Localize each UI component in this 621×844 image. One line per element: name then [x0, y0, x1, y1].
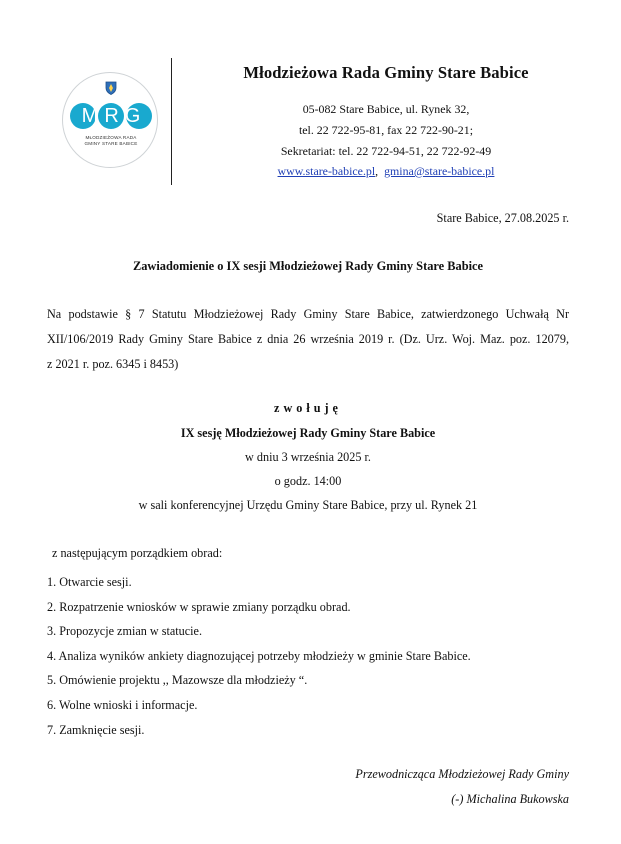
- document-date: Stare Babice, 27.08.2025 r.: [436, 211, 569, 225]
- phone-line: tel. 22 722-95-81, fax 22 722-90-21;: [298, 123, 474, 137]
- agenda-item: 1. Otwarcie sesji.: [47, 575, 132, 589]
- coat-of-arms-icon: [105, 81, 117, 95]
- signature-name: (-) Michalina Bukowska: [451, 792, 569, 806]
- session-title: IX sesję Młodzieżowej Rady Gminy Stare Babice: [180, 426, 436, 440]
- mrg-logo: [62, 72, 158, 168]
- organization-name: Młodzieżowa Rada Gminy Stare Babice: [243, 63, 529, 82]
- legal-basis-paragraph: [47, 302, 569, 377]
- link-separator: ,: [375, 164, 379, 178]
- agenda-item: 2. Rozpatrzenie wniosków w sprawie zmiany porządku obrad.: [47, 599, 351, 614]
- paragraph-line: XII/106/2019 Rady Gminy Stare Babice z dnia 26 września 2019 r. (Dz. Urz. Woj. Maz. poz. 12079,: [47, 332, 569, 346]
- secretariat-line: Sekretariat: tel. 22 722-94-51, 22 722-92-49: [280, 144, 492, 158]
- session-time: o godz. 14:00: [274, 474, 342, 488]
- website-link[interactable]: www.stare-babice.pl: [277, 164, 376, 178]
- address-line: 05-082 Stare Babice, ul. Rynek 32,: [302, 102, 470, 116]
- logo-letters: MRG: [81, 105, 147, 127]
- paragraph-line: z 2021 r. poz. 6345 i 8453): [47, 357, 179, 371]
- document-subject: Zawiadomienie o IX sesji Młodzieżowej Rady Gminy Stare Babice: [132, 259, 484, 273]
- contact-links: [172, 163, 600, 179]
- convene-word: zwołuję: [274, 401, 342, 415]
- session-date: w dniu 3 września 2025 r.: [245, 450, 371, 464]
- session-place: w sali konferencyjnej Urzędu Gminy Stare Babice, przy ul. Rynek 21: [138, 498, 478, 512]
- logo-subtitle-1: MŁODZIEŻOWA RADA: [85, 135, 137, 140]
- agenda-item: 3. Propozycje zmian w statucie.: [47, 624, 203, 639]
- agenda-list: [47, 570, 471, 742]
- paragraph-line: Na podstawie § 7 Statutu Młodzieżowej Rady Gminy Stare Babice, zatwierdzonego Uchwałą Nr: [47, 307, 569, 321]
- agenda-item: 4. Analiza wyników ankiety diagnozującej potrzeby młodzieży w gminie Stare Babice.: [47, 648, 471, 663]
- agenda-intro: z następującym porządkiem obrad:: [52, 546, 223, 560]
- agenda-item: 7. Zamknięcie sesji.: [47, 722, 145, 737]
- agenda-item: 5. Omówienie projektu ,, Mazowsze dla młodzieży “.: [47, 673, 308, 688]
- signature-title: Przewodnicząca Młodzieżowej Rady Gminy: [355, 767, 569, 781]
- email-link[interactable]: gmina@stare-babice.pl: [384, 164, 495, 178]
- logo-subtitle-2: GMINY STARE BABICE: [84, 141, 138, 146]
- agenda-item: 6. Wolne wnioski i informacje.: [47, 697, 198, 712]
